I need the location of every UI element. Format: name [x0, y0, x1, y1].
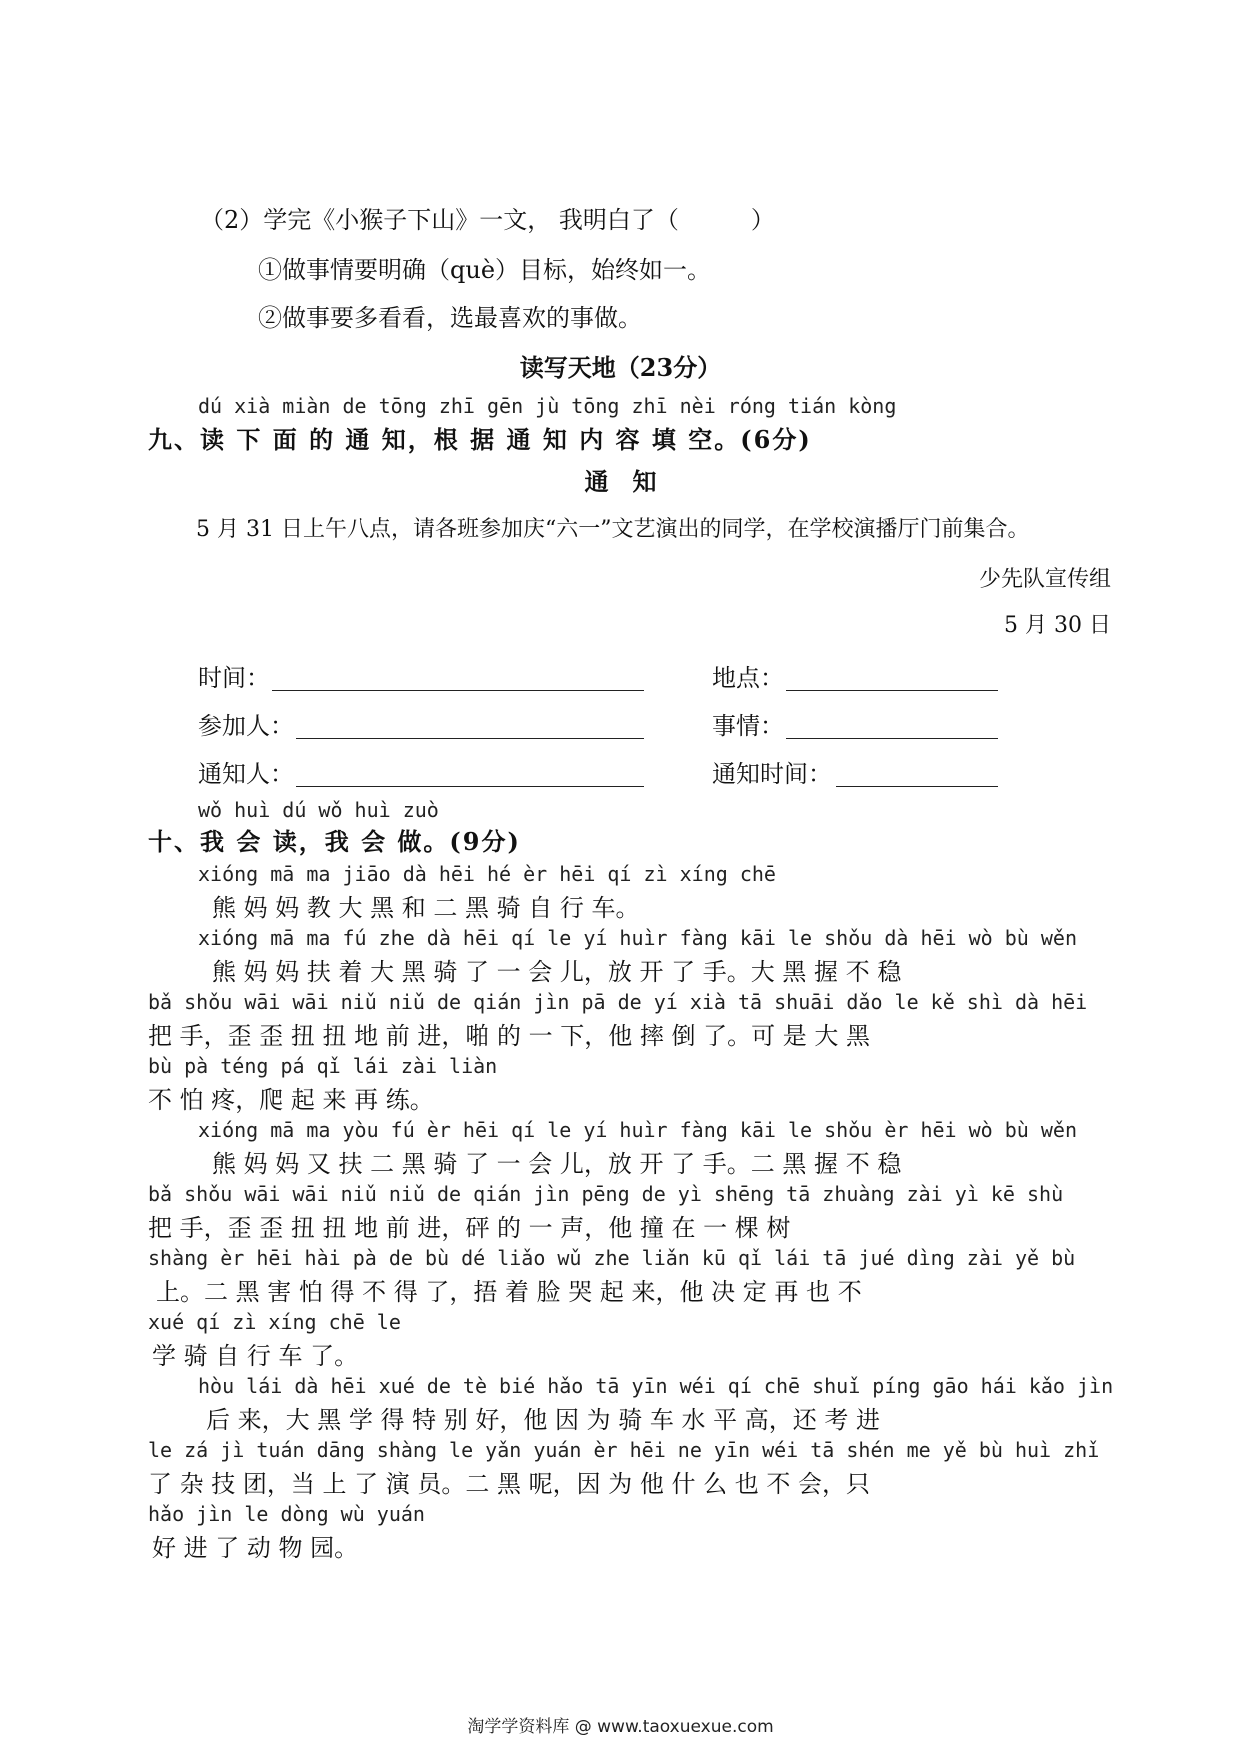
- story-pinyin-line: bǎ shǒu wāi wāi niǔ niǔ de qián jìn pā de yí xià tā shuāi dǎo le kě shì dà hēi: [148, 990, 1088, 1014]
- story-pinyin-line: hòu lái dà hēi xué de tè bié hǎo tā yīn wéi qí chē shuǐ píng gāo hái kǎo jìn: [198, 1374, 1114, 1398]
- story-pinyin-line: bù pà téng pá qǐ lái zài liàn: [148, 1054, 498, 1078]
- field-time-blank[interactable]: [272, 690, 644, 691]
- option-2: ②做事要多看看，选最喜欢的事做。: [258, 304, 642, 332]
- field-notice-time-label: 通知时间：: [712, 760, 832, 788]
- story-text-line: 把 手，歪 歪 扭 扭 地 前 进，啪 的 一 下，他 摔 倒 了。可 是 大 黑: [148, 1022, 871, 1050]
- field-matter-label: 事情：: [712, 712, 784, 740]
- question-10-pinyin: wǒ huì dú wǒ huì zuò: [198, 798, 439, 822]
- story-pinyin-line: xué qí zì xíng chē le: [148, 1310, 401, 1334]
- story-text-line: 不 怕 疼，爬 起 来 再 练。: [148, 1086, 434, 1114]
- story-text-line: 熊 妈 妈 扶 着 大 黑 骑 了 一 会 儿，放 开 了 手。大 黑 握 不 稳: [212, 958, 902, 986]
- story-text-line: 好 进 了 动 物 园。: [152, 1534, 359, 1562]
- field-place-label: 地点：: [712, 664, 784, 692]
- question-10-title: 十、我 会 读，我 会 做。(9分): [148, 827, 521, 856]
- story-pinyin-line: xióng mā ma yòu fú èr hēi qí le yí huìr fàng kāi le shǒu èr hēi wò bù wěn: [198, 1118, 1077, 1142]
- story-pinyin-line: xióng mā ma jiāo dà hēi hé èr hēi qí zì xíng chē: [198, 862, 776, 886]
- notice-signer: 少先队宣传组: [978, 567, 1111, 592]
- field-notifier-label: 通知人：: [198, 760, 294, 788]
- footer-watermark: 淘学学资料库 @ www.taoxuexue.com: [467, 1717, 774, 1737]
- story-text-line: 熊 妈 妈 教 大 黑 和 二 黑 骑 自 行 车。: [212, 894, 640, 922]
- field-notice-time-blank[interactable]: [836, 786, 998, 787]
- story-pinyin-line: shàng èr hēi hài pà de bù dé liǎo wǔ zhe liǎn kū qǐ lái tā jué dìng zài yě bù: [148, 1246, 1076, 1270]
- story-text-line: 把 手，歪 歪 扭 扭 地 前 进，砰 的 一 声，他 撞 在 一 棵 树: [148, 1214, 791, 1242]
- field-participants-label: 参加人：: [198, 712, 294, 740]
- field-matter-blank[interactable]: [786, 738, 998, 739]
- story-text-line: 了 杂 技 团，当 上 了 演 员。二 黑 呢，因 为 他 什 么 也 不 会，只: [148, 1470, 871, 1498]
- field-notifier-blank[interactable]: [296, 786, 644, 787]
- story-text-line: 学 骑 自 行 车 了。: [152, 1342, 359, 1370]
- story-text-line: 后 来，大 黑 学 得 特 别 好，他 因 为 骑 车 水 平 高，还 考 进: [206, 1406, 881, 1434]
- option-1: ①做事情要明确（què）目标，始终如一。: [258, 256, 712, 284]
- story-pinyin-line: le zá jì tuán dāng shàng le yǎn yuán èr hēi ne yīn wéi tā shén me yě bù huì zhǐ: [148, 1438, 1100, 1462]
- section-title: 读写天地（23分）: [519, 353, 722, 382]
- field-place-blank[interactable]: [786, 690, 998, 691]
- notice-date: 5 月 30 日: [1004, 613, 1111, 638]
- field-participants-blank[interactable]: [296, 738, 644, 739]
- story-text-line: 上。二 黑 害 怕 得 不 得 了，捂 着 脸 哭 起 来，他 决 定 再 也 不: [156, 1278, 862, 1306]
- field-time-label: 时间：: [198, 664, 270, 692]
- question-9-title: 九、读 下 面 的 通 知，根 据 通 知 内 容 填 空。(6分): [148, 425, 812, 454]
- story-pinyin-line: bǎ shǒu wāi wāi niǔ niǔ de qián jìn pēng de yì shēng tā zhuàng zài yì kē shù: [148, 1182, 1064, 1206]
- notice-body: 5 月 31 日上午八点，请各班参加庆“六一”文艺演出的同学，在学校演播厅门前集合。: [196, 517, 1030, 542]
- notice-heading: 通 知: [584, 467, 657, 496]
- story-text-line: 熊 妈 妈 又 扶 二 黑 骑 了 一 会 儿，放 开 了 手。二 黑 握 不 稳: [212, 1150, 902, 1178]
- question-8-item-2: （2）学完《小猴子下山》一文， 我明白了（ ）: [200, 206, 775, 234]
- question-9-pinyin: dú xià miàn de tōng zhī gēn jù tōng zhī nèi róng tián kòng: [198, 394, 897, 418]
- story-pinyin-line: xióng mā ma fú zhe dà hēi qí le yí huìr fàng kāi le shǒu dà hēi wò bù wěn: [198, 926, 1077, 950]
- story-pinyin-line: hǎo jìn le dòng wù yuán: [148, 1502, 425, 1526]
